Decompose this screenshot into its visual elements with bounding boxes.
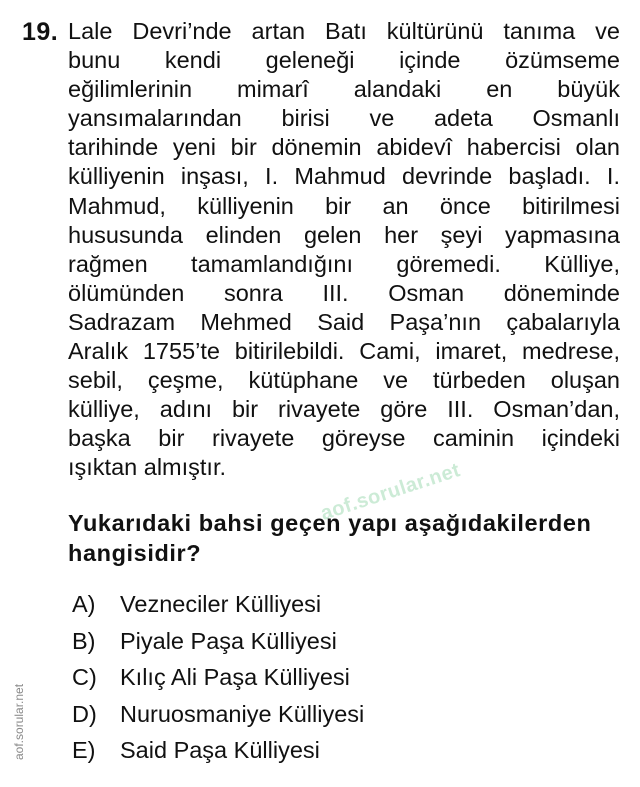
passage-line: eğilimlerinin mimarî alandaki en büyük: [68, 76, 620, 103]
passage-line: tarihinde yeni bir dönemin abidevî habercisi olan: [68, 134, 620, 161]
option-letter: E): [72, 737, 96, 764]
passage-line: rağmen tamamlandığını göremedi. Külliye,: [68, 250, 620, 277]
option-letter: A): [72, 591, 96, 617]
question-number: 19.: [22, 18, 59, 46]
option-text: Piyale Paşa Külliyesi: [120, 627, 337, 654]
passage-line: Sadrazam Mehmed Said Paşa’nın çabalarıyla: [68, 308, 620, 335]
passage-line: külliye, adını bir rivayete göre III. Osman’dan,: [68, 396, 620, 423]
passage-line: Mahmud, külliyenin bir an önce bitirilmesi: [68, 192, 620, 219]
option-text: Nuruosmaniye Külliyesi: [120, 700, 365, 727]
watermark: aof.sorular.net: [318, 459, 463, 525]
prompt-line: Yukarıdaki bahsi geçen yapı aşağıdakilerden: [68, 510, 592, 536]
option-b[interactable]: [72, 628, 364, 665]
option-letter: B): [72, 627, 96, 654]
side-watermark: aof.sorular.net: [12, 683, 26, 760]
option-text: Vezneciler Külliyesi: [120, 591, 322, 617]
passage-line: bunu kendi geleneği içinde özümseme: [68, 47, 620, 74]
prompt-line: hangisidir?: [68, 540, 202, 566]
option-text: Said Paşa Külliyesi: [120, 737, 320, 764]
option-letter: D): [72, 700, 97, 727]
option-e[interactable]: [72, 737, 364, 774]
passage-line: Lale Devri’nde artan Batı kültürünü tanıma ve: [68, 18, 620, 44]
option-c[interactable]: [72, 664, 364, 701]
option-text: Kılıç Ali Paşa Külliyesi: [120, 664, 350, 691]
passage-line: sebil, çeşme, kütüphane ve türbeden oluşan: [68, 367, 620, 394]
passage-line: ölümünden sonra III. Osman döneminde: [68, 279, 620, 306]
option-letter: C): [72, 664, 97, 691]
passage-line: Aralık 1755’te bitirilebildi. Cami, imaret, medrese,: [68, 338, 620, 365]
passage-line: külliyenin inşası, I. Mahmud devrinde başladı. I.: [68, 163, 620, 190]
option-d[interactable]: [72, 701, 364, 738]
question-prompt: [68, 508, 620, 568]
question-passage: [68, 17, 620, 483]
passage-line: ışıktan almıştır.: [68, 454, 227, 481]
option-a[interactable]: [72, 591, 364, 628]
passage-line: başka bir rivayete göreyse caminin içindeki: [68, 425, 620, 452]
passage-line: hususunda elinden gelen her şeyi yapmasına: [68, 221, 620, 248]
answer-options: [72, 591, 364, 774]
passage-line: yansımalarından birisi ve adeta Osmanlı: [68, 105, 620, 132]
